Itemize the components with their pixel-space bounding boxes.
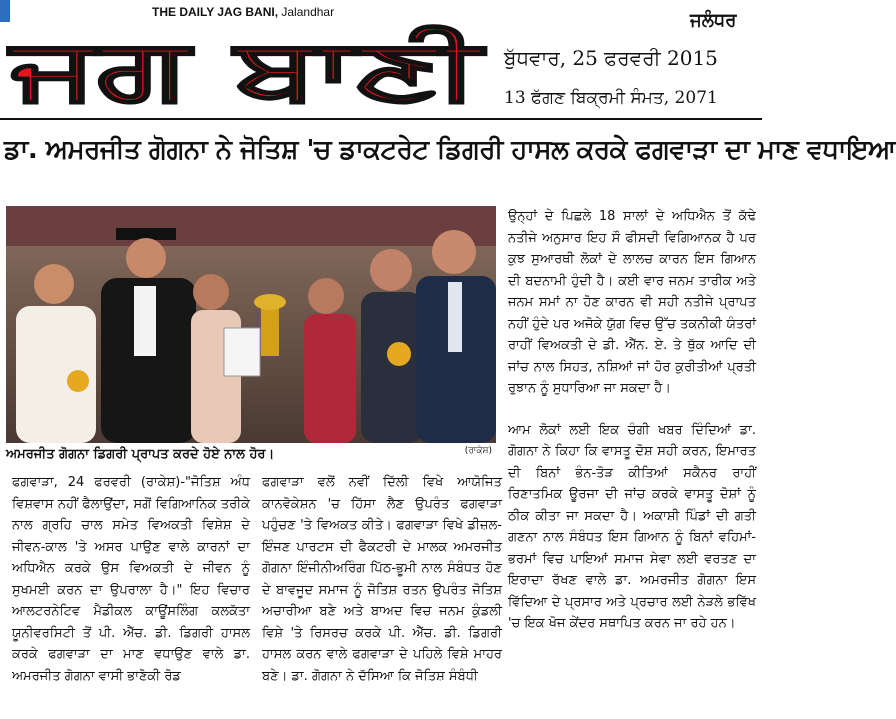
column-1-text: ਫਗਵਾੜਾ, 24 ਫਰਵਰੀ (ਰਾਕੇਸ਼)-"ਜੋਤਿਸ਼ ਅੰਧ ਵਿਸ਼ਵਾਸ ਨਹੀਂ ਫੈਲਾਉਂਦਾ, ਸਗੋਂ ਵਿਗਿਆਨਿਕ ਤਰੀਕੇ ਨਾਲ ਗ੍ਰਹਿ ਚਾਲ ਸਮੇਤ ਵਿਅਕਤੀ ਵਿਸ਼ੇਸ਼ ਦੇ ਜੀਵਨ-ਕਾਲ 'ਤੇ ਅਸਰ ਪਾਉਣ ਵਾਲੇ ਕਾਰਨਾਂ ਦਾ ਅਧਿਐਨ ਕਰਕੇ ਉਸ ਵਿਅਕਤੀ ਦੇ ਜੀਵਨ ਨੂੰ ਸੁਖਮਈ ਕਰਨ ਦਾ ਉਪਰਾਲਾ ਹੈ।" ਇਹ ਵਿਚਾਰ ਆਲਟਰਨੇਟਿਵ ਮੈਡੀਕਲ ਕਾਊਂਸਲਿੰਗ ਕਲਕੱਤਾ ਯੂਨੀਵਰਸਿਟੀ ਤੋਂ ਪੀ. ਐੱਚ. ਡੀ. ਡਿਗਰੀ ਹਾਸਲ ਕਰਕੇ ਫਗਵਾੜਾ ਦਾ ਮਾਣ ਵਧਾਉਣ ਵਾਲੇ ਡਾ. ਅਮਰਜੀਤ ਗੋਗਨਾ ਵਾਸੀ ਭਾਣੋਕੀ ਰੋਡ: [12, 475, 250, 684]
column-3-paragraph-2: ਆਮ ਲੋਕਾਂ ਲਈ ਇਕ ਚੰਗੀ ਖਬਰ ਦਿੰਦਿਆਂ ਡਾ. ਗੋਗਨਾ ਨੇ ਕਿਹਾ ਕਿ ਵਾਸਤੂ ਦੋਸ਼ ਸਹੀ ਕਰਨ, ਇਮਾਰਤ ਦੀ ਬਿਨਾਂ ਭੰਨ-ਤੋੜ ਕੀਤਿਆਂ ਸਕੈਨਰ ਰਾਹੀਂ ਰਿਣਾਤਮਿਕ ਊਰਜਾ ਦੀ ਜਾਂਚ ਕਰਕੇ ਵਾਸਤੂ ਦੋਸ਼ਾਂ ਨੂੰ ਠੀਕ ਕੀਤਾ ਜਾ ਸਕਦਾ ਹੈ। ਅਕਾਸ਼ੀ ਪਿੰਡਾਂ ਦੀ ਗਤੀ ਗਣਨਾ ਨਾਲ ਸੰਬੰਧਤ ਇਸ ਗਿਆਨ ਨੂੰ ਬਿਨਾਂ ਵਹਿਮਾਂ-ਭਰਮਾਂ ਵਿਚ ਪਾਇਆਂ ਸਮਾਜ ਸੇਵਾ ਲਈ ਵਰਤਣ ਦਾ ਇਰਾਦਾ ਰੱਖਣ ਵਾਲੇ ਡਾ. ਅਮਰਜੀਤ ਗੋਗਨਾ ਇਸ ਵਿੱਦਿਆ ਦੇ ਪ੍ਰਸਾਰ ਅਤੇ ਪ੍ਰਚਾਰ ਲਈ ਨੇੜਲੇ ਭਵਿੱਖ 'ਚ ਇਕ ਖੋਜ ਕੇਂਦਰ ਸਥਾਪਿਤ ਕਰਨ ਜਾ ਰਹੇ ਹਨ।: [508, 422, 756, 631]
vikrami-date: 13 ਫੱਗਣ ਬਿਕ੍ਰਮੀ ਸੰਮਤ, 2071: [504, 88, 718, 108]
logo-text: ਜਗ ਬਾਣੀ: [6, 20, 487, 118]
article-column-2: [262, 472, 502, 716]
photo-caption: [6, 444, 496, 466]
issue-date: ਬੁੱਧਵਾਰ, 25 ਫਰਵਰੀ 2015: [504, 46, 718, 70]
paper-name: [152, 5, 334, 19]
article-column-1: [12, 472, 250, 716]
photo-caption-text: ਅਮਰਜੀਤ ਗੋਗਨਾ ਡਿਗਰੀ ਪ੍ਰਾਪਤ ਕਰਦੇ ਹੋਏ ਨਾਲ ਹੋਰ।: [6, 447, 275, 462]
column-3-paragraph-1: ਉਨ੍ਹਾਂ ਦੇ ਪਿਛਲੇ 18 ਸਾਲਾਂ ਦੇ ਅਧਿਐਨ ਤੋਂ ਕੱਢੇ ਨਤੀਜੇ ਅਨੁਸਾਰ ਇਹ ਸੌ ਫੀਸਦੀ ਵਿਗਿਆਨਕ ਹੈ ਪਰ ਕੁਝ ਸੁਆਰਥੀ ਲੋਕਾਂ ਦੇ ਲਾਲਚ ਕਾਰਨ ਇਸ ਗਿਆਨ ਦੀ ਬਦਨਾਮੀ ਹੁੰਦੀ ਹੈ। ਕਈ ਵਾਰ ਜਨਮ ਤਾਰੀਕ ਅਤੇ ਜਨਮ ਸਮਾਂ ਨਾ ਹੋਣ ਕਾਰਨ ਵੀ ਸਹੀ ਨਤੀਜੇ ਪ੍ਰਾਪਤ ਨਹੀਂ ਹੁੰਦੇ ਪਰ ਅਜੋਕੇ ਯੁੱਗ ਵਿਚ ਉੱਚ ਤਕਨੀਕੀ ਯੰਤਰਾਂ ਰਾਹੀਂ ਵਿਅਕਤੀ ਦੇ ਡੀ. ਐੱਨ. ਏ. ਤੇ ਥੁੱਕ ਆਦਿ ਦੀ ਜਾਂਚ ਨਾਲ ਸਿਹਤ, ਨਸ਼ਿਆਂ ਜਾਂ ਹੋਰ ਕੁਰੀਤੀਆਂ ਪ੍ਰਤੀ ਰੁਝਾਨ ਨੂੰ ਸੁਧਾਰਿਆ ਜਾ ਸਕਦਾ ਹੈ।: [508, 209, 756, 396]
article-headline: ਡਾ. ਅਮਰਜੀਤ ਗੋਗਨਾ ਨੇ ਜੋਤਿਸ਼ 'ਚ ਡਾਕਟਰੇਟ ਡਿਗਰੀ ਹਾਸਲ ਕਰਕੇ ਫਗਵਾੜਾ ਦਾ ਮਾਣ ਵਧਾਇਆ: [4, 135, 896, 165]
paper-name-text: THE DAILY JAG BANI,: [152, 5, 279, 19]
masthead: [0, 0, 762, 118]
edition-city: ਜਲੰਧਰ: [690, 10, 737, 31]
photo-illustration: [6, 206, 496, 443]
masthead-blue-strip: [0, 0, 10, 22]
photo-credit: (ਰਾਕੇਸ਼): [464, 446, 492, 456]
article-photo: [6, 206, 496, 443]
article-column-3: [508, 206, 756, 716]
column-2-text: ਫਗਵਾੜਾ ਵਲੋਂ ਨਵੀਂ ਦਿੱਲੀ ਵਿਖੇ ਆਯੋਜਿਤ ਕਾਨਵੋਕੇਸ਼ਨ 'ਚ ਹਿੱਸਾ ਲੈਣ ਉਪਰੰਤ ਫਗਵਾੜਾ ਪਹੁੰਚਣ 'ਤੇ ਵਿਅਕਤ ਕੀਤੇ। ਫਗਵਾੜਾ ਵਿਖੇ ਡੀਜ਼ਲ-ਇੰਜਣ ਪਾਰਟਸ ਦੀ ਫੈਕਟਰੀ ਦੇ ਮਾਲਕ ਅਮਰਜੀਤ ਗੋਗਨਾ ਇੰਜੀਨੀਅਰਿੰਗ ਪਿੱਠ-ਭੂਮੀ ਨਾਲ ਸੰਬੰਧਤ ਹੋਣ ਦੇ ਬਾਵਜੂਦ ਸਮਾਜ ਨੂੰ ਜੋਤਿਸ਼ ਰਤਨ ਉਪਰੰਤ ਜੋਤਿਸ਼ ਅਚਾਰੀਆ ਬਣੇ ਅਤੇ ਬਾਅਦ ਵਿਚ ਜਨਮ ਕੁੰਡਲੀ ਵਿਸ਼ੇ 'ਤੇ ਰਿਸਰਚ ਕਰਕੇ ਪੀ. ਐੱਚ. ਡੀ. ਡਿਗਰੀ ਹਾਸਲ ਕਰਨ ਵਾਲੇ ਫਗਵਾੜਾ ਦੇ ਪਹਿਲੇ ਵਿਸ਼ੇ ਮਾਹਰ ਬਣੇ। ਡਾ. ਗੋਗਨਾ ਨੇ ਦੱਸਿਆ ਕਿ ਜੋਤਿਸ਼ ਸੰਬੰਧੀ: [262, 475, 502, 684]
paper-city: Jalandhar: [281, 5, 335, 19]
jag-bani-logo: [6, 20, 487, 118]
